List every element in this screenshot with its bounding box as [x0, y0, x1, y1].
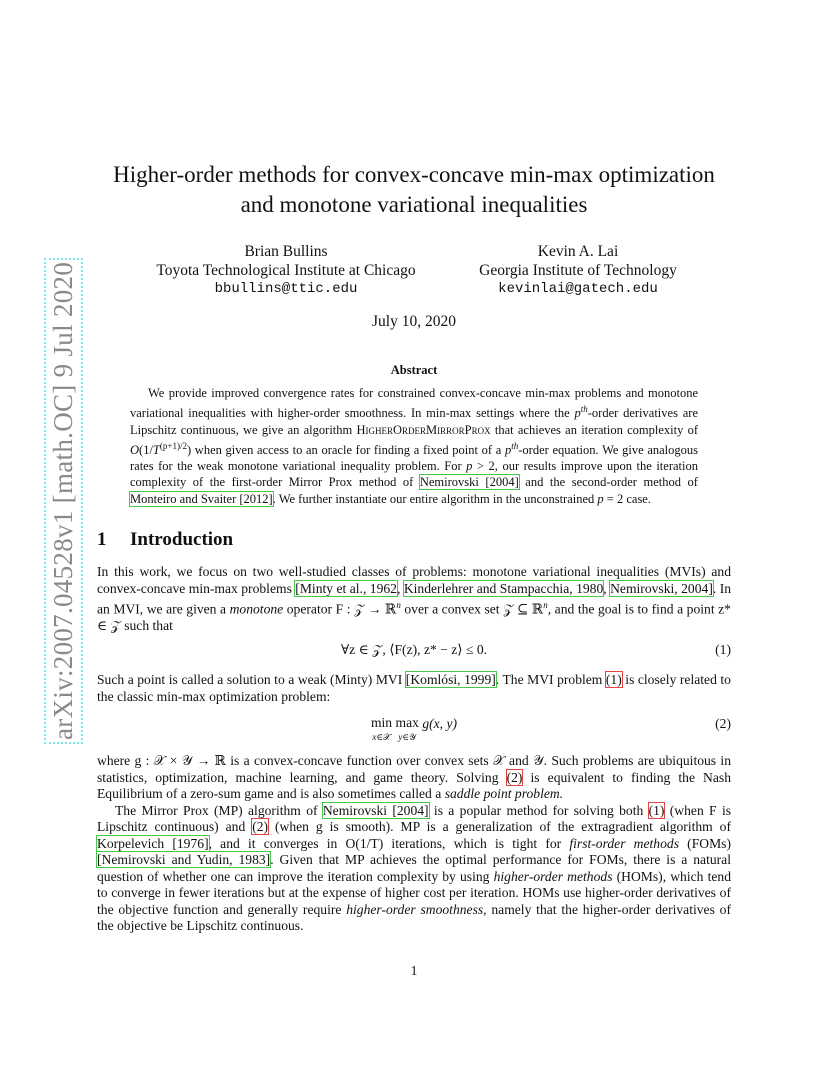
arxiv-id: arXiv:2007.04528v1 [math.OC] 9 Jul 2020 — [48, 261, 78, 740]
author-affiliation: Georgia Institute of Technology — [479, 262, 677, 279]
author-1 — [126, 242, 446, 299]
equation-1 — [97, 642, 731, 660]
author-name: Brian Bullins — [244, 243, 328, 260]
citation-link[interactable]: [Minty et al., 1962 — [295, 580, 397, 596]
author-email[interactable]: kevinlai@gatech.edu — [498, 281, 658, 297]
section-heading — [97, 529, 233, 551]
author-affiliation: Toyota Technological Institute at Chicago — [156, 262, 416, 279]
title-line-1: Higher-order methods for convex-concave min-max optimization — [113, 162, 715, 187]
equation-body: min x∈𝒳 max y∈𝒴 g(x, y) — [370, 715, 458, 742]
citation-link[interactable]: [Komlósi, 1999] — [405, 672, 496, 687]
page-number: 1 — [410, 963, 418, 978]
intro-paragraph-2: Such a point is called a solution to a weak (Minty) MVI [Komlósi, 1999]. The MVI problem (1) is closely related to the classic min-max optimization problem: — [97, 672, 731, 704]
citation-link[interactable]: Nemirovski [2004] — [419, 475, 519, 490]
section-title: Introduction — [130, 529, 234, 550]
equation-number: (1) — [715, 642, 731, 657]
citation-link[interactable]: Korpelevich [1976] — [97, 835, 209, 851]
intro-paragraph-1: In this work, we focus on two well-studied classes of problems: monotone variational inequalities (MVIs) and convex-concave min-max problems [Minty et al., 1962, Kinderlehrer and Stampacchia, 1980, Nemirovski, 2004]. In an MVI, we are given a monotone operator F : 𝒵 → ℝ$^n$ over a convex set 𝒵 ⊆ ℝ$^n$, and the goal is to find a point z* ∈ 𝒵 such that — [97, 564, 732, 634]
equation-ref[interactable]: (2) — [252, 819, 269, 834]
citation-link[interactable]: Nemirovski, 2004] — [610, 580, 713, 596]
equation-ref[interactable]: (1) — [605, 672, 622, 687]
paper-date: July 10, 2020 — [372, 313, 456, 330]
author-email[interactable]: bbullins@ttic.edu — [214, 281, 358, 297]
equation-2 — [97, 716, 731, 744]
author-name: Kevin A. Lai — [537, 243, 619, 260]
author-2 — [418, 242, 738, 299]
equation-body: ∀z ∈ 𝒵, ⟨F(z), z* − z⟩ ≤ 0. — [340, 642, 488, 657]
title-line-2: and monotone variational inequalities — [240, 192, 588, 217]
abstract-heading: Abstract — [390, 363, 438, 377]
intro-paragraph-3: where g : 𝒳 × 𝒴 → ℝ is a convex-concave function over convex sets 𝒳 and 𝒴. Such problems are ubiquitous in statistics, optimization, machine learning, and game theory. Solving (2) is equivalent to finding the Nash Equilibrium of a zero-sum game and is also sometimes called a saddle point problem. The Mirror Prox (MP) algorithm of Nemirovski [2004] is a popular method for solving both (1) (when F is Lipschitz continuous) and (2) (when g is smooth). MP is a generalization of the extragradient algorithm of Korpelevich [1976], and it converges in O(1/T) iterations, which is tight for first-order methods (FOMs) [Nemirovski and Yudin, 1983]. Given that MP achieves the optimal performance for FOMs, there is a natural question of whether one can improve the iteration complexity by using higher-order methods (HOMs), which tend to converge in fewer iterations but at the expense of higher cost per iteration. HOMs use higher-order derivatives of the objective function and generally require higher-order smoothness, namely that the higher-order derivatives of the objective be Lipschitz continuous. — [97, 753, 732, 933]
section-number: 1 — [97, 529, 107, 550]
equation-ref[interactable]: (1) — [648, 802, 665, 818]
citation-link[interactable]: Kinderlehrer and Stampacchia, 1980 — [403, 580, 604, 596]
algorithm-name: HigherOrderMirrorProx — [356, 422, 491, 437]
paper-title — [0, 160, 828, 220]
abstract-body: We provide improved convergence rates for constrained convex-concave min-max problems and monotone variational inequalities with higher-order smoothness. In min-max settings where the $p^{th}$-order derivatives are Lipschitz continuous, we give an algorithm HigherOrderMirrorProx that achieves an iteration complexity of $O(1/T^{(p+1)/2})$ when given access to an oracle for finding a fixed point of a $p^{th}$-order equation. We give analogous rates for the weak monotone variational inequality problem. For p > 2, our results improve upon the iteration complexity of the first-order Mirror Prox method of Nemirovski [2004] and the second-order method of Monteiro and Svaiter [2012]. We further instantiate our entire algorithm in the unconstrained p = 2 case. — [130, 386, 699, 506]
citation-link[interactable]: Nemirovski [2004] — [322, 802, 429, 818]
equation-number: (2) — [715, 716, 731, 731]
citation-link[interactable]: [Nemirovski and Yudin, 1983] — [97, 852, 271, 867]
citation-link[interactable]: Monteiro and Svaiter [2012] — [130, 491, 273, 506]
equation-ref[interactable]: (2) — [506, 769, 523, 785]
